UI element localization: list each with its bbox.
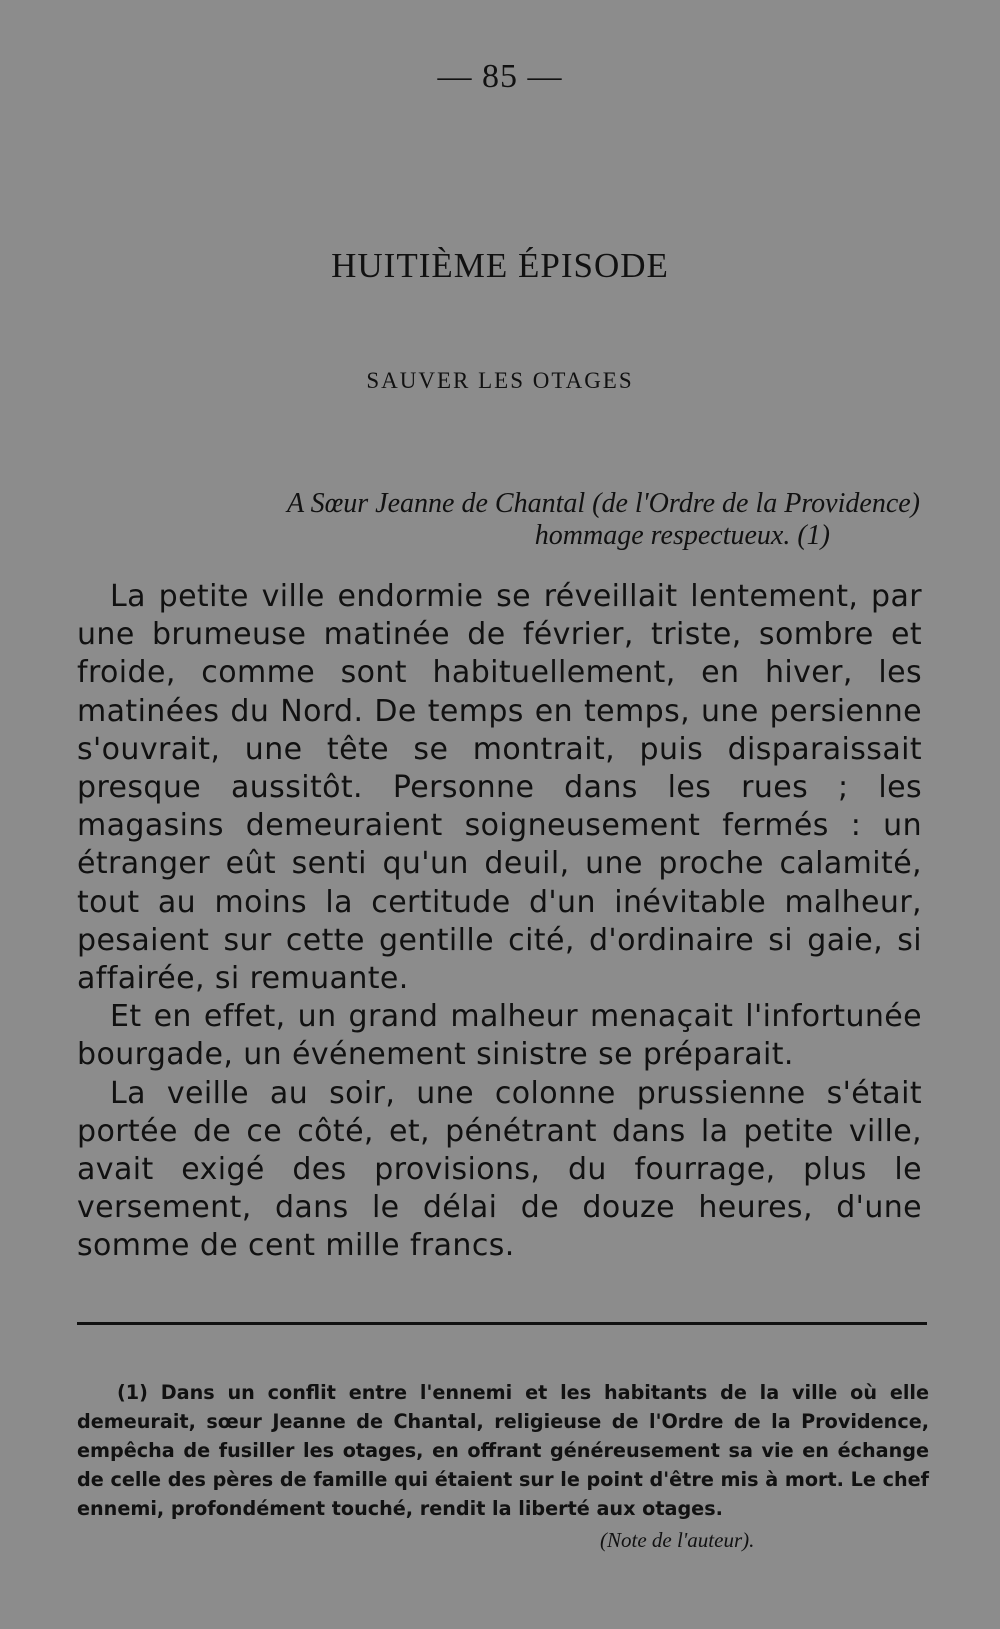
footnote [77,1378,929,1523]
paragraph-3: La veille au soir, une colonne prussienne s'était portée de ce côté, et, pénétrant dans la petite ville, avait exigé des provisions, du fourrage, plus le versement, dans le délai de douze heures, d'une somme de cent mille francs. [77,1075,922,1264]
footnote-text: (1) Dans un conflit entre l'ennemi et les habitants de la ville où elle demeurait, sœur Jeanne de Chantal, religieuse de l'Ordre de la Providence, empêcha de fusiller les otages, en offrant généreusement sa vie en échange de celle des pères de famille qui étaient sur le point d'être mis à mort. Le chef ennemi, profondément touché, rendit la liberté aux otages. [77,1381,929,1520]
footnote-signature: (Note de l'auteur). [600,1528,755,1552]
paragraph-2: Et en effet, un grand malheur menaçait l'infortunée bourgade, un événement sinistre se préparait. [77,999,922,1073]
dedication [150,488,920,552]
body-text [77,578,922,1266]
footnote-divider [77,1322,927,1325]
chapter-subtitle: SAUVER LES OTAGES [366,368,634,393]
dedication-line-2: hommage respectueux. (1) [534,520,830,551]
paragraph-1: La petite ville endormie se réveillait lentement, par une brumeuse matinée de février, triste, sombre et froide, comme sont habituellement, en hiver, les matinées du Nord. De temps en temps, une persienne s'ouvrait, une tête se montrait, puis disparaissait presque aussitôt. Personne dans les rues ; les magasins demeuraient soigneusement fermés : un étranger eût senti qu'un deuil, une proche calamité, tout au moins la certitude d'un inévitable malheur, pesaient sur cette gentille cité, d'ordinaire si gaie, si affairée, si remuante. [77,579,922,997]
chapter-title: HUITIÈME ÉPISODE [331,246,669,285]
dedication-line-1: A Sœur Jeanne de Chantal (de l'Ordre de la Providence) [287,488,920,519]
page-number: — 85 — [437,58,563,95]
